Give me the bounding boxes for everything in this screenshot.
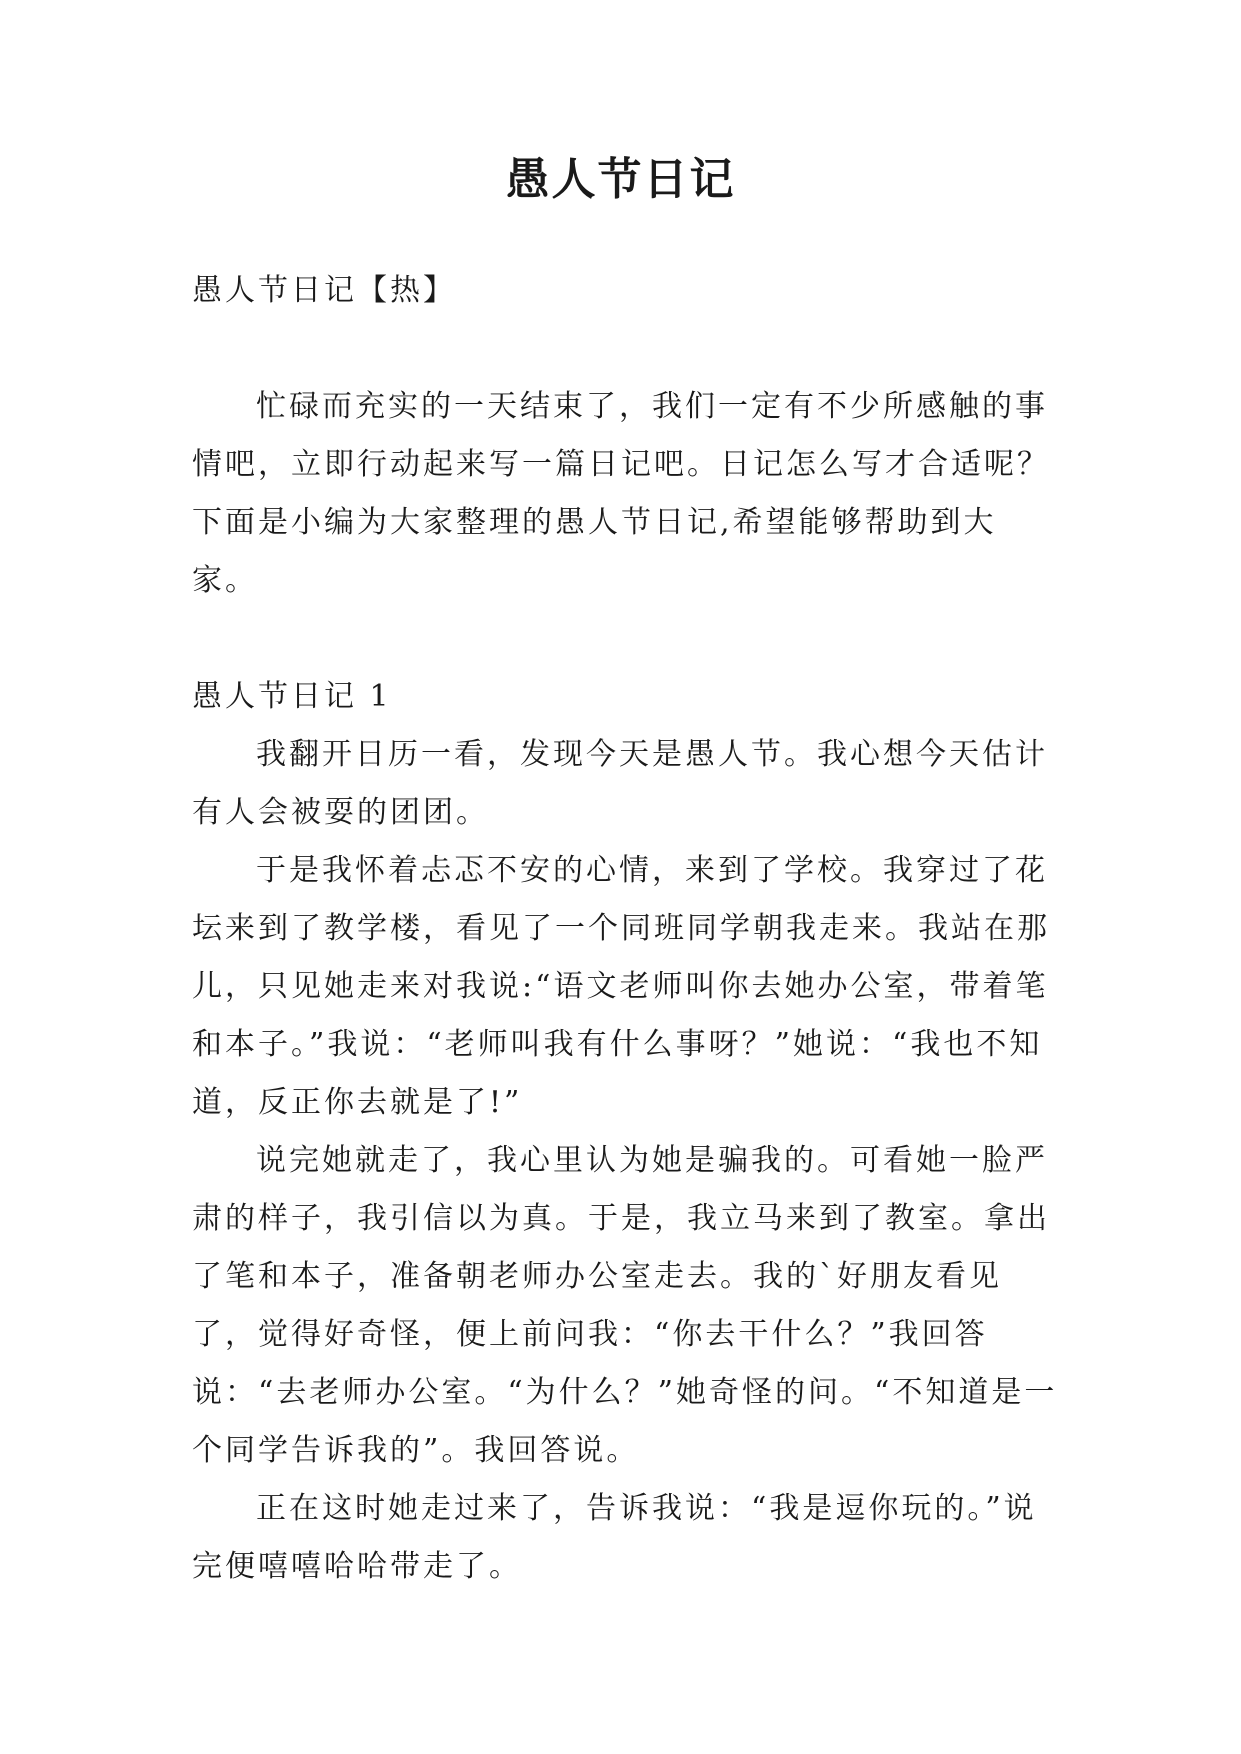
section-heading: 愚人节日记 1 <box>192 679 392 714</box>
document-subtitle: 愚人节日记【热】 <box>192 273 456 308</box>
intro-paragraph: 忙碌而充实的一天结束了，我们一定有不少所感触的事情吧，立即行动起来写一篇日记吧。日记怎么写才合适呢？下面是小编为大家整理的愚人节日记,希望能够帮助到大家。 <box>192 389 1050 598</box>
body-paragraph: 于是我怀着忐忑不安的心情，来到了学校。我穿过了花坛来到了教学楼，看见了一个同班同学朝我走来。我站在那儿，只见她走来对我说:“语文老师叫你去她办公室，带着笔和本子。”我说：“老师叫我有什么事呀？”她说：“我也不知道，反正你去就是了!” <box>192 853 1050 1120</box>
document-title: 愚人节日记 <box>505 154 736 205</box>
body-paragraph: 说完她就走了，我心里认为她是骗我的。可看她一脸严肃的样子，我引信以为真。于是，我立马来到了教室。拿出了笔和本子，准备朝老师办公室走去。我的`好朋友看见了，觉得好奇怪，便上前问我：“你去干什么？”我回答说：“去老师办公室。“为什么？”她奇怪的问。“不知道是一个同学告诉我的”。我回答说。 <box>192 1143 1058 1468</box>
document-body <box>192 262 1058 1596</box>
body-paragraph: 我翻开日历一看，发现今天是愚人节。我心想今天估计有人会被耍的团团。 <box>192 737 1048 830</box>
body-paragraph: 正在这时她走过来了，告诉我说：“我是逗你玩的。”说完便嘻嘻哈哈带走了。 <box>192 1491 1037 1584</box>
